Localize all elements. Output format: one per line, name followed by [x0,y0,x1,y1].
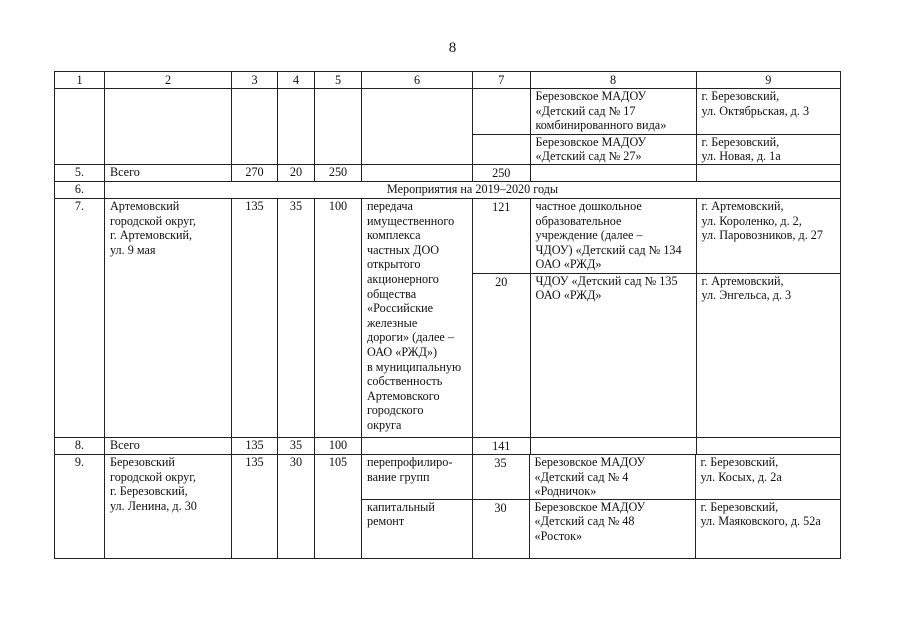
header-cell: 2 [105,72,232,89]
value-col7: 141 [473,438,530,454]
institution-row [473,273,840,437]
value-col5: 100 [315,438,362,455]
total-label: Всего [105,165,232,182]
institution-name: ЧДОУ «Детский сад № 135 ОАО «РЖД» [530,273,696,437]
institution-row [473,89,840,134]
header-row [55,72,841,89]
institution-name: Березовское МАДОУ «Детский сад № 27» [530,134,696,164]
value-col5: 250 [315,165,362,182]
institution-address: г. Березовский, ул. Новая, д. 1а [696,134,840,164]
value-col3: 135 [232,438,278,455]
measure-row [55,199,841,438]
header-cell: 7 [473,72,530,88]
value-col4: 30 [278,455,315,559]
row-number: 9. [55,455,105,559]
places: 20 [473,273,530,437]
institution-name: Березовское МАДОУ «Детский сад № 17 комбинированного вида» [530,89,696,134]
municipality: Артемовский городской округ, г. Артемовский, ул. 9 мая [105,199,232,438]
total-label: Всего [105,438,232,455]
header-cell: 1 [55,72,105,89]
value-col3: 135 [232,199,278,438]
page-number: 8 [448,40,457,56]
header-cell: 5 [315,72,362,89]
activity: передача имущественного комплекса частных ДОО открытого акционерного общества «Российские железные дороги» (далее – ОАО «РЖД») в муниципальную собственность Артемовского городского округа [362,199,473,438]
header-cell: 3 [232,72,278,89]
institution-row [473,199,840,273]
section-title: Мероприятия на 2019–2020 годы [105,182,841,199]
header-cell: 4 [278,72,315,89]
section-row [55,182,841,199]
institution-row [473,134,840,164]
header-cell: 6 [362,72,473,89]
value-col3: 135 [232,455,278,559]
row-number: 7. [55,199,105,438]
value-col5: 105 [315,455,362,559]
value-col3: 270 [232,165,278,182]
row-number: 8. [55,438,105,455]
value-col4: 35 [278,199,315,438]
institution-row [362,455,840,499]
plan-table [54,71,841,559]
institution-name: Березовское МАДОУ «Детский сад № 48 «Росток» [529,499,695,558]
places: 30 [472,499,529,558]
places: 121 [473,199,530,273]
institution-address: г. Артемовский, ул. Энгельса, д. 3 [696,273,840,437]
continuation-row [55,89,841,165]
header-cell: 9 [765,72,772,87]
total-row [55,165,841,182]
header-split-cell [473,72,841,89]
total-row [55,438,841,455]
institution-address: г. Артемовский, ул. Короленко, д. 2, ул. Паровозников, д. 27 [701,199,823,243]
institution-address: г. Березовский, ул. Косых, д. 2а [700,455,782,484]
activity: капитальный ремонт [362,499,472,558]
places: 35 [472,455,529,499]
header-cell: 8 [530,72,696,88]
institution-address: г. Березовский, ул. Маяковского, д. 52а [695,499,840,558]
institution-name: частное дошкольное образовательное учреждение (далее – ЧДОУ) «Детский сад № 134 ОАО «РЖД» [530,199,696,273]
value-col7: 250 [473,165,530,181]
value-col4: 35 [278,438,315,455]
row-number: 6. [55,182,105,199]
value-col4: 20 [278,165,315,182]
activity: перепрофилиро- вание групп [362,455,472,499]
value-col5: 100 [315,199,362,438]
institution-row [362,499,840,558]
institution-address: г. Березовский, ул. Октябрьская, д. 3 [701,89,810,118]
row-number: 5. [55,165,105,182]
institution-name: Березовское МАДОУ «Детский сад № 4 «Родничок» [529,455,695,499]
measure-row [55,455,841,559]
municipality: Березовский городской округ, г. Березовский, ул. Ленина, д. 30 [105,455,232,559]
